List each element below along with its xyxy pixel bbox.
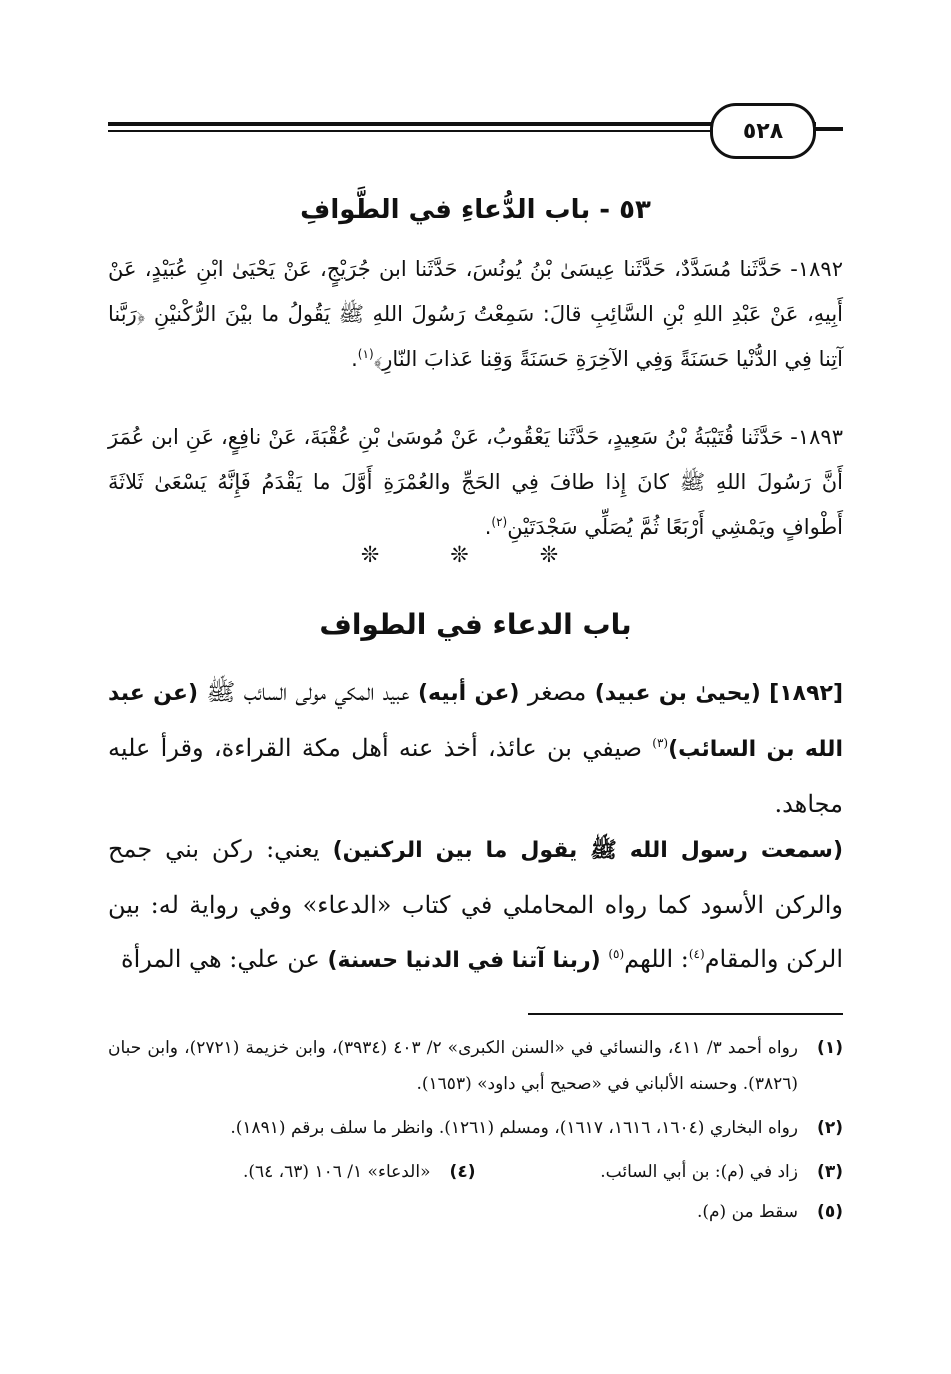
hadith-number: [١٨٩٢] <box>769 681 843 706</box>
footnote-row-3-4 <box>108 1154 843 1190</box>
hadith-text: ١٨٩٢- حَدَّثَنا مُسَدَّدٌ، حَدَّثَنا عِيسَىٰ بْنُ يُونُسَ، حَدَّثَنا ابن جُرَيْجٍ، عَنْ يَحْيَىٰ ابْنِ عُبَيْدٍ، عَنْ أَبِيهِ، عَنْ عَبْدِ اللهِ بْنِ السَّائِبِ قالَ: سَمِعْتُ رَسُولَ اللهِ ﷺ يَقُولُ ما بيْنَ الرُّكْنيْنِ ﴿رَبَّنا آتِنا فِي الدُّنْيا حَسَنَةً وَفِي الآخِرَةِ حَسَنَةً وَقِنا عَذابَ النّارِ﴾ <box>108 257 843 371</box>
section-separator: ❊ ❊ ❊ <box>360 543 591 568</box>
footnote-ref[interactable]: (١) <box>357 347 374 361</box>
page-number: ٥٢٨ <box>710 103 816 159</box>
sharh-title: باب الدعاء في الطواف <box>319 608 632 641</box>
quoted-phrase: (ربنا آتنا في الدنيا حسنة) <box>327 948 601 973</box>
footnote-number: (٥) <box>817 1202 843 1222</box>
chapter-title: ٥٣ - باب الدُّعاءِ في الطَّوافِ <box>300 195 651 225</box>
footnote-2 <box>108 1110 843 1146</box>
footnote-ref[interactable]: (٥) <box>608 947 625 961</box>
footnote-number: (٤) <box>449 1162 476 1182</box>
footnote-ref[interactable]: (٢) <box>491 515 508 529</box>
footnote-text: «الدعاء» ١/ ١٠٦ (٦٣، ٦٤). <box>242 1162 431 1182</box>
quoted-phrase: (عن عبد الله بن السائب) <box>108 681 843 762</box>
footnote-5 <box>108 1194 843 1230</box>
hadith-end: . <box>484 515 492 539</box>
commentary: صيفي بن عائذ، أخذ عنه أهل مكة القراءة، وقرأ عليه مجاهد. <box>108 734 843 818</box>
footnote-text: زاد في (م): بن أبي السائب. <box>600 1162 798 1182</box>
quoted-phrase: (عن أبيه) <box>417 681 520 706</box>
commentary: مصغر <box>527 678 587 706</box>
footnote-text: رواه أحمد ٣/ ٤١١، والنسائي في «السنن الكبرى» ٢/ ٤٠٣ (٣٩٣٤)، وابن خزيمة (٢٧٢١)، وابن حبان (٣٨٢٦). وحسنه الألباني في «صحيح أبي داود» (١٦٥٣). <box>108 1038 798 1094</box>
quoted-phrase: (سمعت رسول الله ﷺ يقول ما بين الركنين) <box>332 838 843 863</box>
footnote-rule <box>528 1013 843 1015</box>
footnote-text: سقط من (م). <box>696 1202 798 1222</box>
footnote-number: (٣) <box>817 1162 843 1182</box>
commentary: عن علي: هي المرأة <box>121 945 320 973</box>
hadith-end: . <box>351 347 358 371</box>
hadith-1893 <box>108 415 843 550</box>
footnote-text: رواه البخاري (١٦٠٤، ١٦١٦، ١٦١٧)، ومسلم (١٢٦١). وانظر ما سلف برقم (١٨٩١). <box>230 1118 798 1138</box>
footnote-number: (١) <box>817 1038 843 1058</box>
footnote-number: (٢) <box>817 1118 843 1138</box>
footnote-ref[interactable]: (٣) <box>652 736 669 750</box>
footnotes <box>108 1030 843 1234</box>
sharh-paragraph-1 <box>108 665 843 831</box>
commentary: : اللهم <box>624 945 689 973</box>
footnote-5-col <box>108 1194 843 1230</box>
hadith-text: ١٨٩٣- حَدَّثَنا قُتَيْبَةُ بْنُ سَعِيدٍ، حَدَّثَنا يَعْقُوبُ، عَنْ مُوسَىٰ بْنِ عُقْبَةَ، عَنْ نافِعٍ، عَنِ ابن عُمَرَ أَنَّ رَسُولَ اللهِ ﷺ كانَ إِذا طافَ فِي الحَجِّ والعُمْرَةِ أَوَّلَ ما يَقْدَمُ فَإِنَّهُ يَسْعَىٰ ثَلاثَةَ أَطْوافٍ ويَمْشِي أَرْبَعًا ثُمَّ يُصَلِّي سَجْدَتَيْنِ <box>108 425 843 539</box>
quoted-phrase: (يحيىٰ بن عبيد) <box>594 681 761 706</box>
hadith-1892 <box>108 247 843 382</box>
commentary: عبيد المكي مولى السائب ﷺ <box>206 678 410 706</box>
footnote-1 <box>108 1030 843 1102</box>
footnote-ref[interactable]: (٤) <box>688 947 705 961</box>
commentary: يعني: ركن بني جمح والركن الأسود كما رواه المحاملي في كتاب «الدعاء» وفي رواية له: بين الركن والمقام <box>108 835 843 973</box>
sharh-paragraph-2 <box>108 822 843 988</box>
footnote-4 <box>108 1154 476 1190</box>
footnote-3 <box>476 1154 844 1190</box>
